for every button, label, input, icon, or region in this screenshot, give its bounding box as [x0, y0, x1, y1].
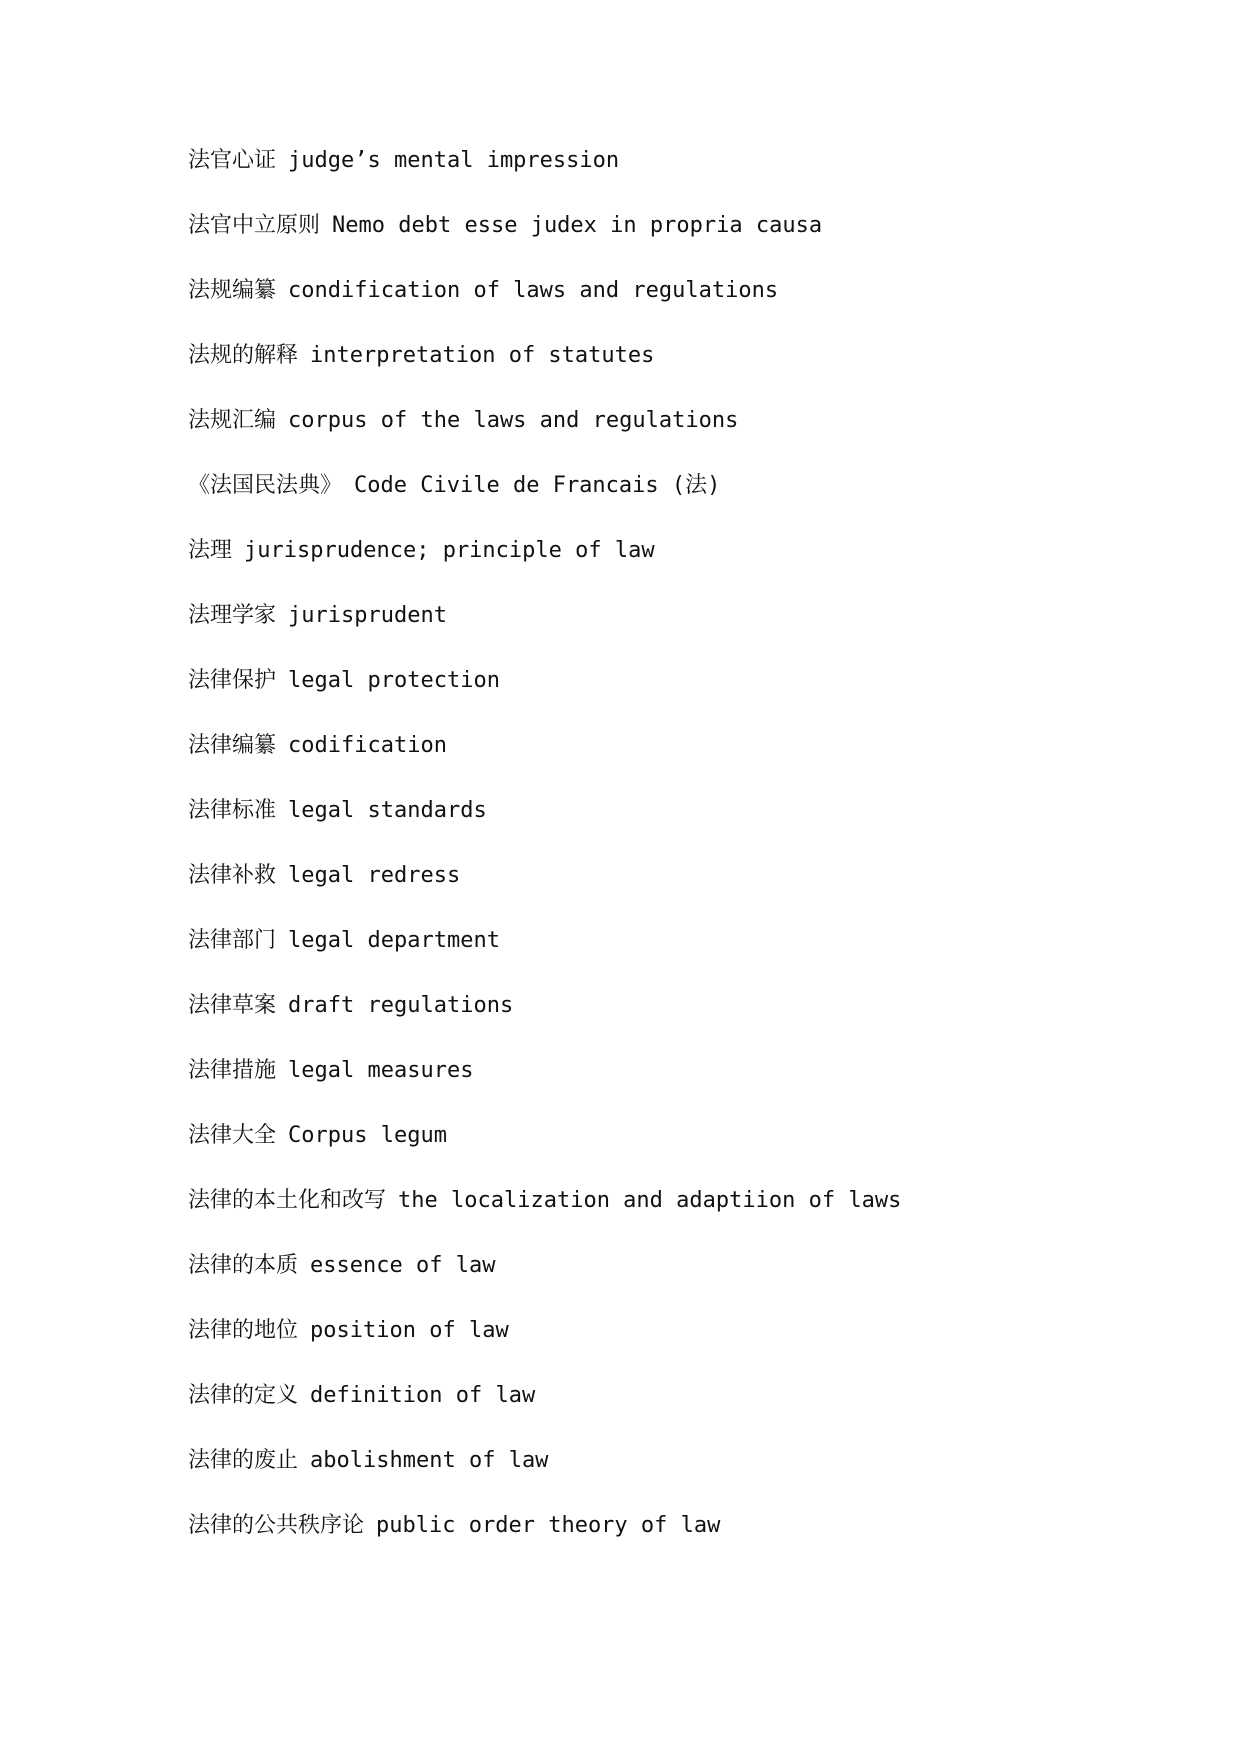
glossary-entry — [188, 341, 1188, 406]
english-term: Corpus legum — [288, 1123, 447, 1148]
chinese-term: 法律大全 — [188, 1123, 277, 1148]
english-term: definition of law — [310, 1383, 536, 1408]
chinese-term: 法律的定义 — [188, 1383, 299, 1408]
chinese-term: 法律编纂 — [188, 733, 277, 758]
english-term: draft regulations — [288, 993, 514, 1018]
chinese-term: 法律补救 — [188, 863, 277, 888]
glossary-entry — [188, 731, 1188, 796]
chinese-term: 法律的公共秩序论 — [188, 1513, 365, 1538]
chinese-term: 法律草案 — [188, 993, 277, 1018]
glossary-entry — [188, 861, 1188, 926]
glossary-entry — [188, 536, 1188, 601]
english-term: legal department — [288, 928, 500, 953]
english-term: jurisprudence; principle of law — [244, 538, 655, 563]
english-term: interpretation of statutes — [310, 343, 655, 368]
chinese-term: 法理 — [188, 538, 233, 563]
chinese-term: 法规编纂 — [188, 278, 277, 303]
english-term: legal standards — [288, 798, 487, 823]
english-term: jurisprudent — [288, 603, 447, 628]
english-term: public order theory of law — [376, 1513, 721, 1538]
chinese-term: 《法国民法典》 — [188, 473, 343, 498]
glossary-entry — [188, 211, 1188, 276]
chinese-term: 法理学家 — [188, 603, 277, 628]
glossary-entry — [188, 1251, 1188, 1316]
english-term: legal measures — [288, 1058, 474, 1083]
glossary-entry — [188, 146, 1188, 211]
glossary-list — [188, 146, 1188, 1576]
glossary-entry — [188, 666, 1188, 731]
english-term: corpus of the laws and regulations — [288, 408, 739, 433]
chinese-term: 法律的废止 — [188, 1448, 299, 1473]
english-term: Code Civile de Francais (法) — [354, 473, 721, 498]
glossary-entry — [188, 1316, 1188, 1381]
chinese-term: 法官中立原则 — [188, 213, 321, 238]
chinese-term: 法规汇编 — [188, 408, 277, 433]
chinese-term: 法律的本质 — [188, 1253, 299, 1278]
english-term: Nemo debt esse judex in propria causa — [332, 213, 823, 238]
english-term: abolishment of law — [310, 1448, 549, 1473]
english-term: essence of law — [310, 1253, 496, 1278]
glossary-entry — [188, 1381, 1188, 1446]
chinese-term: 法官心证 — [188, 148, 277, 173]
chinese-term: 法律部门 — [188, 928, 277, 953]
glossary-entry — [188, 1446, 1188, 1511]
glossary-entry — [188, 1186, 1188, 1251]
english-term: legal redress — [288, 863, 461, 888]
glossary-entry — [188, 601, 1188, 666]
english-term: position of law — [310, 1318, 509, 1343]
glossary-entry — [188, 471, 1188, 536]
glossary-entry — [188, 1121, 1188, 1186]
english-term: codification — [288, 733, 447, 758]
chinese-term: 法律标准 — [188, 798, 277, 823]
glossary-entry — [188, 796, 1188, 861]
english-term: judge’s mental impression — [288, 148, 620, 173]
glossary-entry — [188, 406, 1188, 471]
chinese-term: 法律措施 — [188, 1058, 277, 1083]
chinese-term: 法规的解释 — [188, 343, 299, 368]
glossary-entry — [188, 991, 1188, 1056]
chinese-term: 法律的地位 — [188, 1318, 299, 1343]
glossary-entry — [188, 1056, 1188, 1121]
glossary-entry — [188, 926, 1188, 991]
english-term: condification of laws and regulations — [288, 278, 779, 303]
glossary-entry — [188, 1511, 1188, 1576]
english-term: the localization and adaptiion of laws — [398, 1188, 902, 1213]
english-term: legal protection — [288, 668, 500, 693]
chinese-term: 法律保护 — [188, 668, 277, 693]
glossary-entry — [188, 276, 1188, 341]
chinese-term: 法律的本土化和改写 — [188, 1188, 387, 1213]
